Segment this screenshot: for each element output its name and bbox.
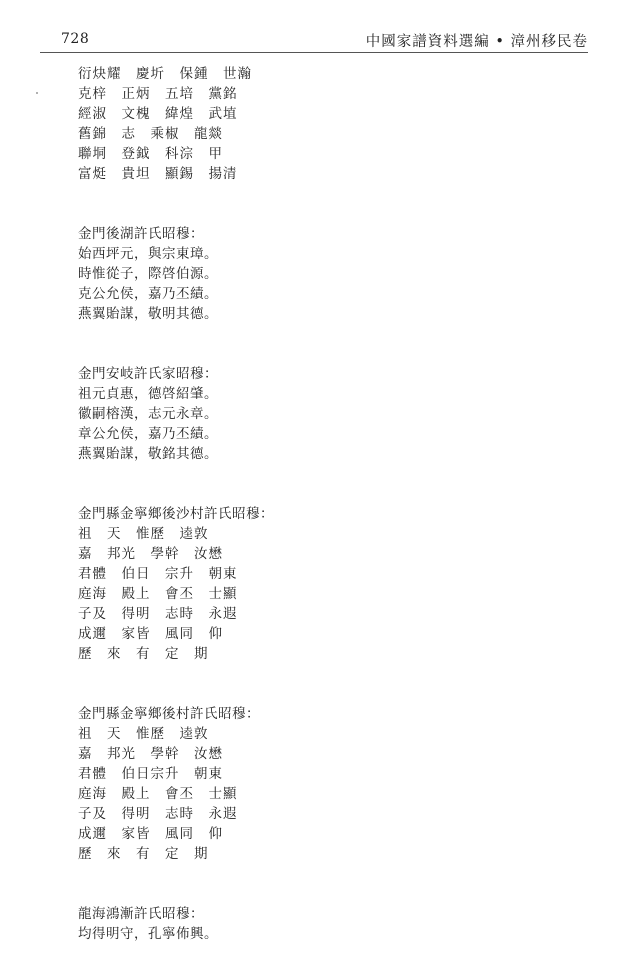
name-row: 嘉 邦光 學幹 汝懋 [78,546,223,562]
generation-name-list [78,64,578,184]
name-row: 子及 得明 志時 永遐 [78,806,238,822]
name-row: 庭海 殿上 會丕 士顯 [78,586,238,602]
section-housha-xu [78,504,578,664]
list-line: 克梓 正炳 五培 黨銘 [78,86,238,102]
running-header [40,30,588,53]
name-row: 歷 來 有 定 期 [78,646,209,662]
scan-speck [36,92,38,94]
list-line: 經淑 文槐 緯煌 武埴 [78,106,238,122]
name-row: 君體 伯日 宗升 朝東 [78,566,238,582]
name-row: 祖 天 惟歷 逵敦 [78,726,209,742]
list-line: 富烶 貴坦 顯錫 揚清 [78,166,238,182]
verse-line: 始西坪元，與宗東璋。 [78,246,218,262]
verse-line: 章公允侯，嘉乃丕績。 [78,426,218,442]
section-longhai-hongjian-xu [78,904,578,944]
name-row: 庭海 殿上 會丕 士顯 [78,786,238,802]
name-row: 祖 天 惟歷 逵敦 [78,526,209,542]
verse-line: 燕翼貽謀，敬銘其德。 [78,446,218,462]
section-anqi-xu [78,364,578,464]
verse-line: 燕翼貽謀，敬明其德。 [78,306,218,322]
section-title: 金門安岐許氏家昭穆： [78,366,218,382]
list-line: 聯垌 登鉞 科淙 甲 [78,146,223,162]
name-row: 子及 得明 志時 永遐 [78,606,238,622]
running-title: 中國家譜資料選編 • 漳州移民卷 [365,34,588,50]
verse-line: 克公允侯，嘉乃丕績。 [78,286,218,302]
verse-line: 均得明守，孔寧佈興。 [78,926,218,942]
list-line: 衍炔耀 慶圻 保鍾 世瀚 [78,66,252,82]
section-title: 龍海鴻漸許氏昭穆： [78,906,204,922]
page-number: 728 [61,31,90,47]
name-row: 成邇 家皆 風同 仰 [78,826,223,842]
verse-line: 時惟從子，際啓伯源。 [78,266,218,282]
document-body [78,64,578,964]
list-line: 舊錦 志 乘椒 龍燚 [78,126,223,142]
name-row: 君體 伯日宗升 朝東 [78,766,223,782]
name-row: 成邇 家皆 風同 仰 [78,626,223,642]
section-houcun-xu [78,704,578,864]
section-houhu-xu [78,224,578,324]
name-row: 歷 來 有 定 期 [78,846,209,862]
verse-line: 徽嗣榕漢，志元永章。 [78,406,218,422]
verse-line: 祖元貞惠，德啓紹肇。 [78,386,218,402]
section-title: 金門縣金寧鄉後村許氏昭穆： [78,706,260,722]
section-title: 金門後湖許氏昭穆： [78,226,204,242]
section-title: 金門縣金寧鄉後沙村許氏昭穆： [78,506,274,522]
name-row: 嘉 邦光 學幹 汝懋 [78,746,223,762]
